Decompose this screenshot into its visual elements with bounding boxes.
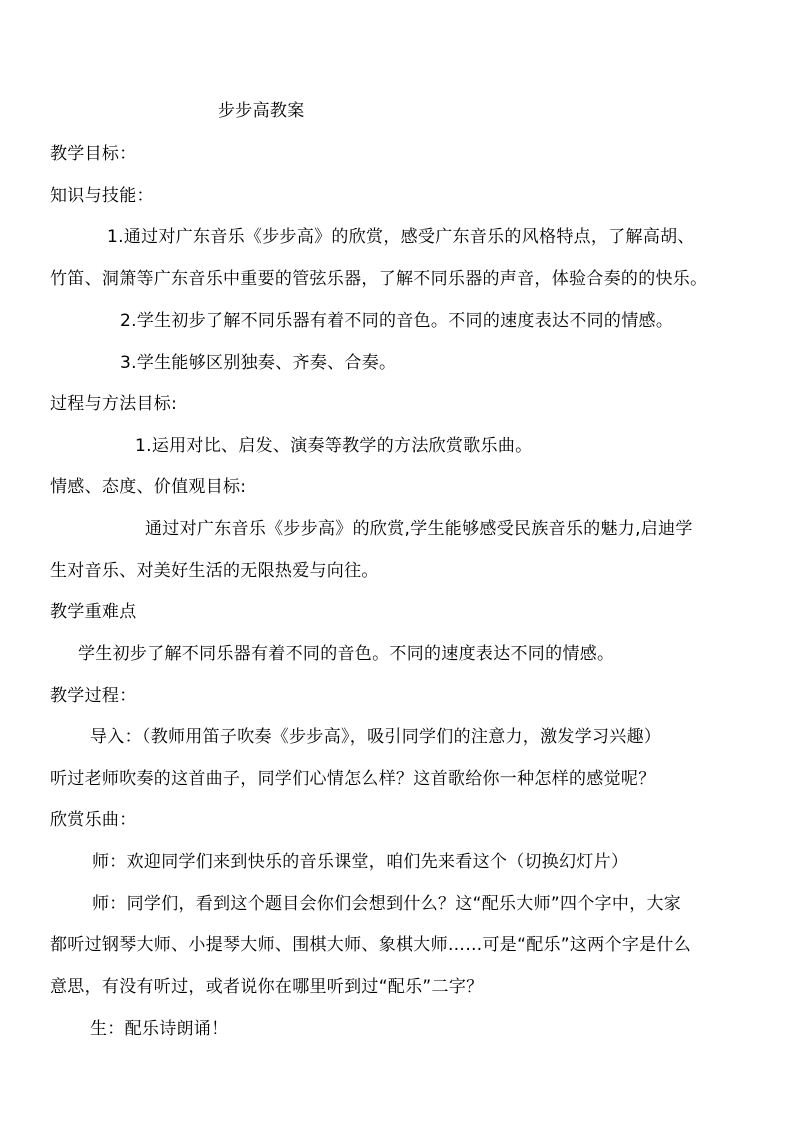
goal-1-line-1: 1.通过对广东音乐《步步高》的欣赏，感受广东音乐的风格特点，了解高胡、 (107, 227, 695, 247)
key-points-text: 学生初步了解不同乐器有着不同的音色。不同的速度表达不同的情感。 (78, 644, 615, 664)
heading-emotion-values: 情感、态度、价值观目标: (50, 477, 247, 497)
emotion-line-1: 通过对广东音乐《步步高》的欣赏,学生能够感受民族音乐的魅力,启迪学 (145, 519, 693, 539)
emotion-line-2: 生对音乐、对美好生活的无限热爱与向往。 (50, 561, 379, 581)
intro-line: 导入：（教师用笛子吹奏《步步高》，吸引同学们的注意力，激发学习兴趣） (90, 727, 662, 747)
goal-3: 3.学生能够区别独奏、齐奏、合奏。 (120, 353, 397, 373)
intro-question: 听过老师吹奏的这首曲子，同学们心情怎么样？这首歌给你一种怎样的感觉呢？ (50, 769, 656, 789)
heading-key-points: 教学重难点 (50, 602, 137, 622)
document-title: 步步高教案 (218, 101, 305, 121)
goal-2: 2.学生初步了解不同乐器有着不同的音色。不同的速度表达不同的情感。 (120, 311, 674, 331)
heading-teaching-goals: 教学目标： (50, 144, 137, 164)
teacher-line-1: 师：欢迎同学们来到快乐的音乐课堂，咱们先来看这个（切换幻灯片） (92, 852, 629, 872)
method-1: 1.运用对比、启发、演奏等教学的方法欣赏歌乐曲。 (135, 436, 533, 456)
goal-1-line-2: 竹笛、洞箫等广东音乐中重要的管弦乐器，了解不同乐器的声音，体验合奏的的快乐。 (50, 269, 708, 289)
heading-knowledge-skills: 知识与技能： (50, 186, 154, 206)
heading-process-method: 过程与方法目标: (50, 394, 178, 414)
teacher-line-2-part-2: 都听过钢琴大师、小提琴大师、围棋大师、象棋大师……可是“配乐”这两个字是什么 (50, 935, 692, 955)
heading-appreciation: 欣赏乐曲： (50, 810, 137, 830)
teacher-line-2-part-1: 师：同学们，看到这个题目会你们会想到什么？这“配乐大师”四个字中，大家 (92, 894, 682, 914)
teacher-line-2-part-3: 意思，有没有听过，或者说你在哪里听到过“配乐”二字？ (50, 977, 484, 997)
student-answer: 生：配乐诗朗诵！ (90, 1019, 229, 1039)
heading-teaching-process: 教学过程： (50, 686, 137, 706)
